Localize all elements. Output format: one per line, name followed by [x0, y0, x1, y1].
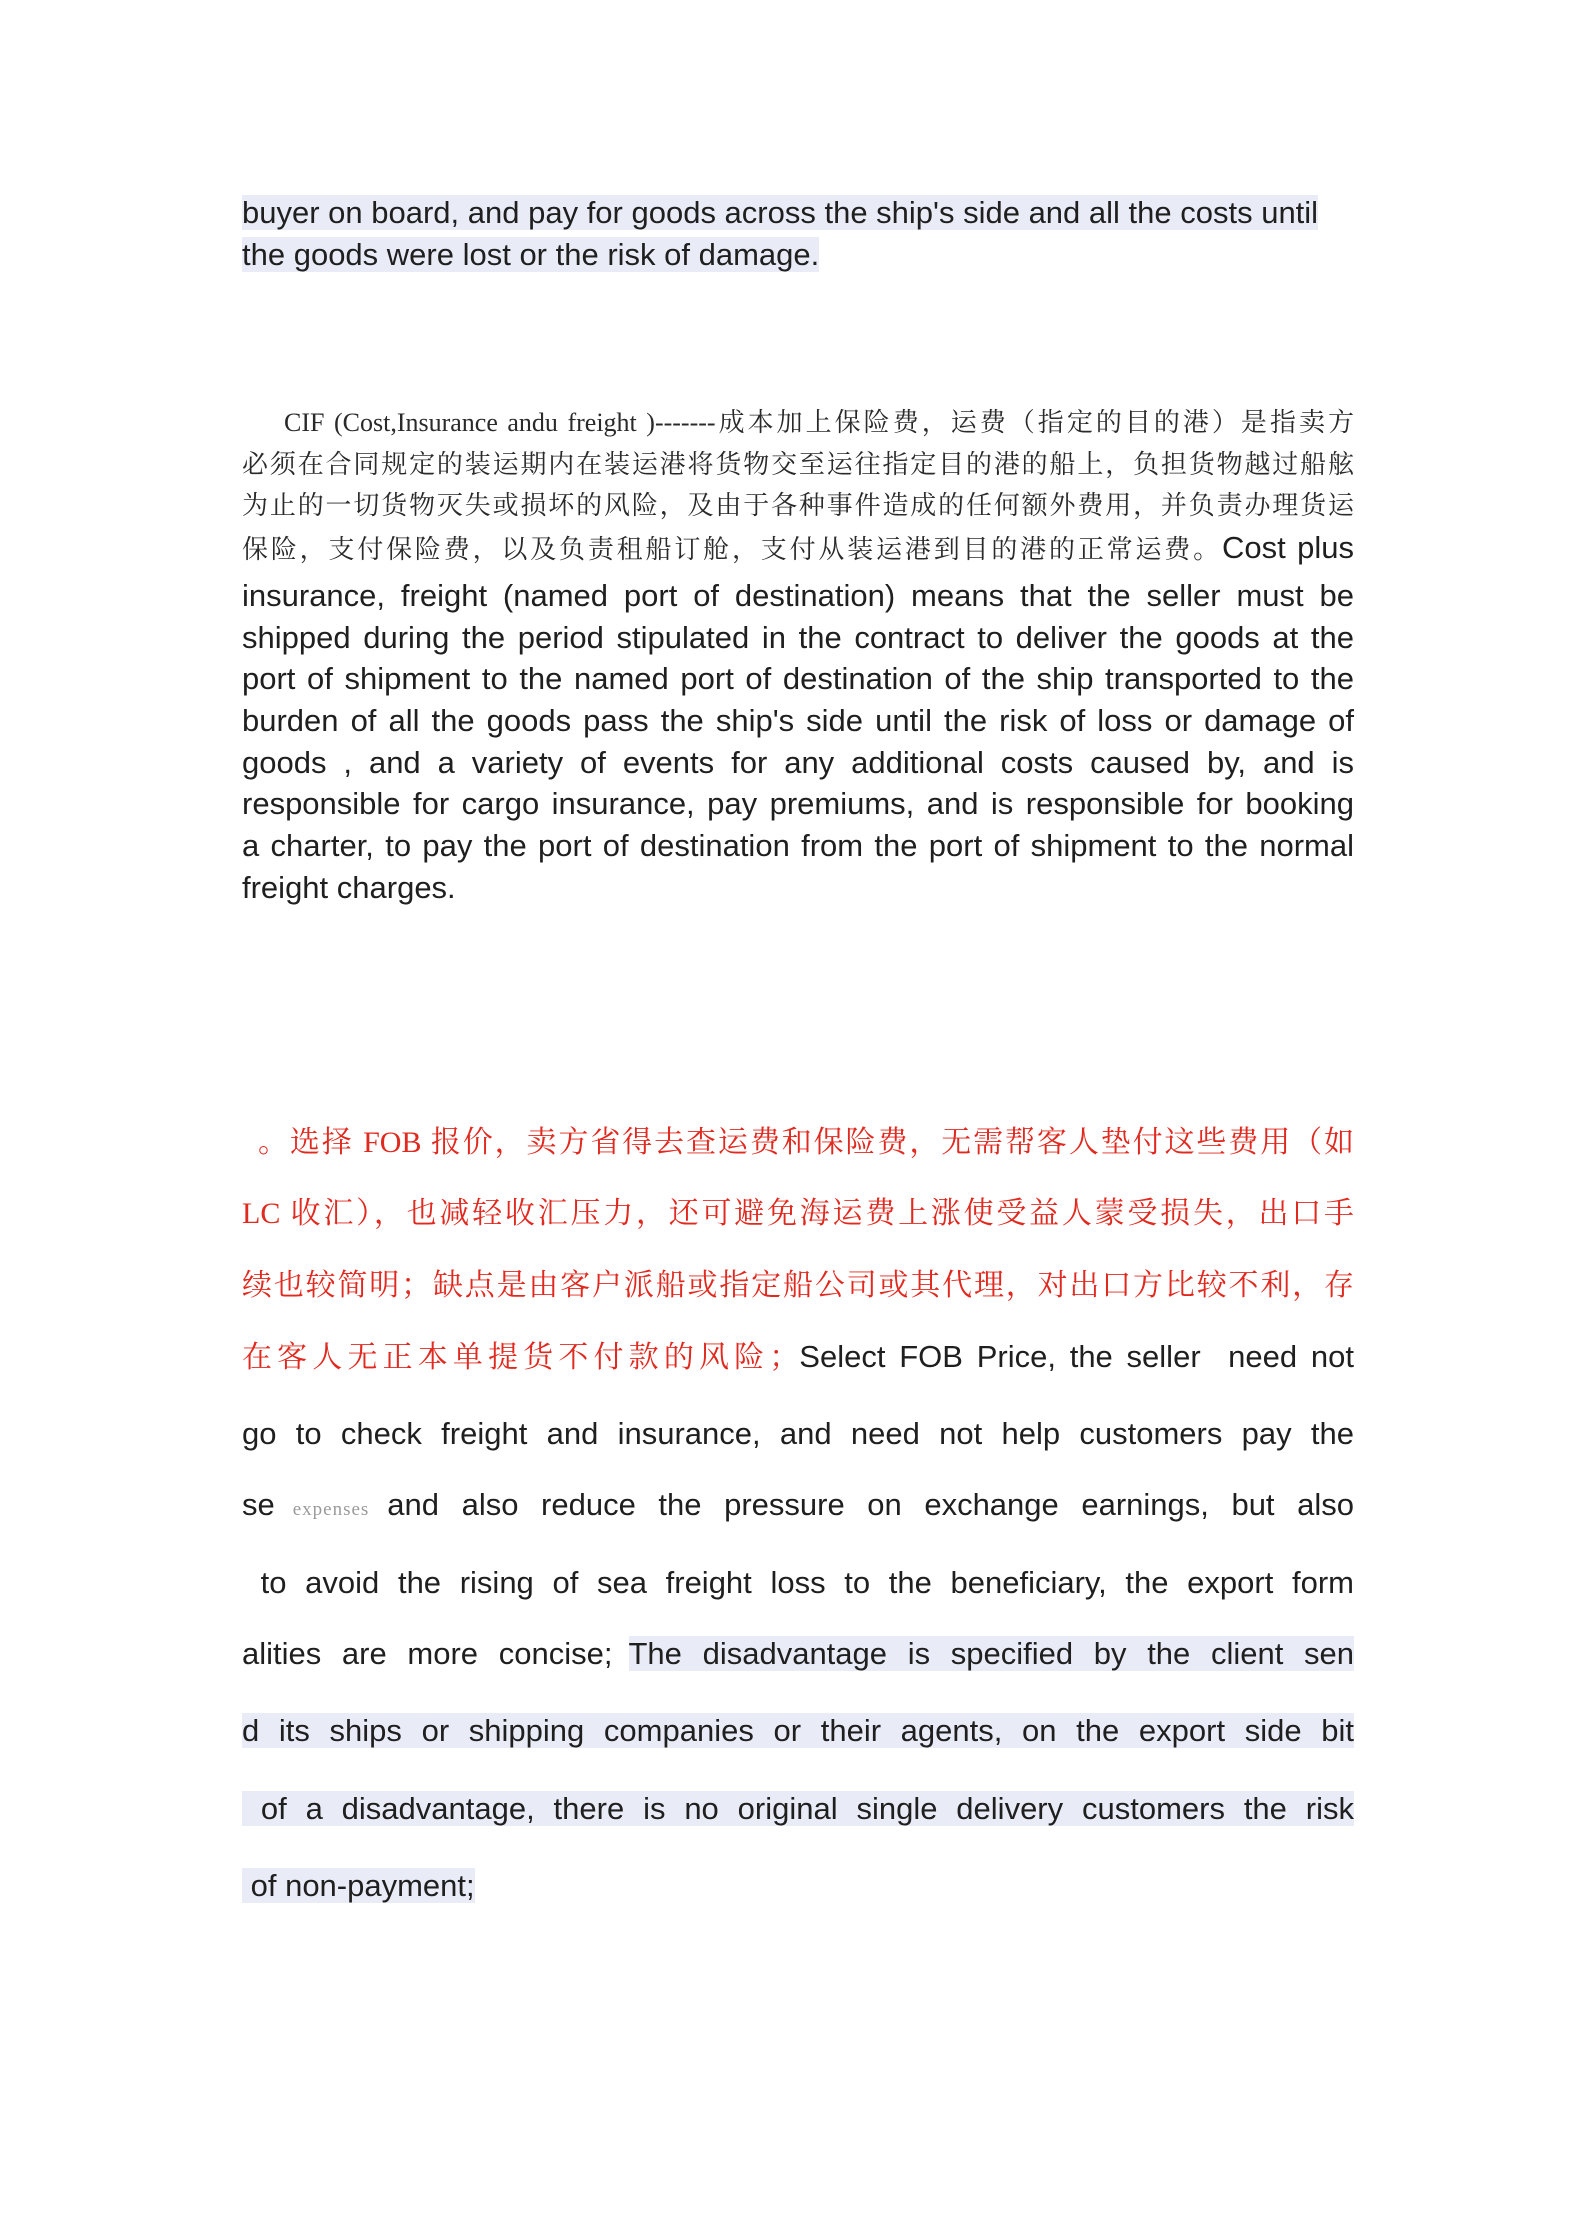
fob-line-11-text: of non-payment;	[242, 1867, 475, 1903]
fob-line-10	[242, 1773, 1354, 1850]
cif-en-line-7: a charter, to pay the port of destination from the port of shipment to the normal	[242, 828, 1354, 864]
fob-line-4	[242, 1321, 1354, 1398]
fob-line-3: 续也较简明；缺点是由客户派船或指定船公司或其代理，对出口方比较不利，存	[242, 1268, 1354, 1302]
cif-line-4	[242, 527, 1354, 575]
fob-line-9-text: d its ships or shipping companies or their agents, on the export side bit	[242, 1713, 1354, 1749]
cif-line-3: 为止的一切货物灭失或损坏的风险，及由于各种事件造成的任何额外费用，并负责办理货运	[242, 491, 1354, 521]
fob-line-4-zh: 在客人无正本单提货不付款的风险；	[242, 1340, 800, 1374]
fob-line-9	[242, 1695, 1354, 1772]
cif-line-1: CIF (Cost,Insurance andu freight )-------成本加上保险费，运费（指定的目的港）是指卖方	[284, 408, 1354, 437]
fob-line-2: LC 收汇），也减轻收汇压力，还可避免海运费上涨使受益人蒙受损失，出口手	[242, 1197, 1354, 1231]
fob-line-5: go to check freight and insurance, and need not help customers pay the	[242, 1416, 1354, 1452]
fob-line-4-en: Select FOB Price, the seller need not	[799, 1338, 1354, 1374]
fob-line-8-a: alities are more concise;	[242, 1636, 613, 1672]
fob-line-10-text: of a disadvantage, there is no original single delivery customers the risk	[242, 1790, 1354, 1826]
cif-en-line-2: shipped during the period stipulated in the contract to deliver the goods at the	[242, 619, 1354, 655]
fob-line-8-b: The disadvantage is specified by the client sen	[628, 1636, 1354, 1672]
cif-line-2: 必须在合同规定的装运期内在装运港将货物交至运往指定目的港的船上，负担货物越过船舷	[242, 449, 1354, 479]
cif-line-4-zh: 保险，支付保险费，以及负责租船订舱，支付从装运港到目的港的正常运费。	[242, 535, 1222, 565]
paragraph-cif	[242, 402, 1354, 908]
paragraph-fob	[242, 1107, 1354, 1927]
cif-en-line-6: responsible for cargo insurance, pay premiums, and is responsible for booking	[242, 786, 1354, 822]
fob-line-6-b: and also reduce the pressure on exchange earnings, but also	[387, 1487, 1354, 1523]
fob-line-6-small-word: expenses	[292, 1499, 370, 1521]
cif-en-line-3: port of shipment to the named port of destination of the ship transported to the	[242, 661, 1354, 697]
cif-en-line-1: insurance, freight (named port of destination) means that the seller must be	[242, 577, 1354, 613]
fob-line-8	[242, 1618, 1354, 1695]
fob-line-6-a: se	[242, 1487, 275, 1523]
fob-line-1: 。选择 FOB 报价，卖方省得去查运费和保险费，无需帮客人垫付这些费用（如	[258, 1126, 1354, 1159]
text-line-1: buyer on board, and pay for goods across the ship's side and all the costs until	[242, 195, 1319, 230]
cif-en-line-5: goods , and a variety of events for any additional costs caused by, and is	[242, 744, 1354, 780]
cif-en-line-4: burden of all the goods pass the ship's side until the risk of loss or damage of	[242, 702, 1354, 738]
fob-line-11	[242, 1850, 1354, 1927]
cif-line-4-en: Cost plus	[1221, 530, 1354, 566]
fob-line-6	[242, 1469, 1354, 1546]
text-line-2: the goods were lost or the risk of damage.	[242, 237, 820, 272]
fob-line-7: to avoid the rising of sea freight loss to the beneficiary, the export form	[242, 1564, 1354, 1600]
cif-en-line-8: freight charges.	[242, 869, 456, 905]
paragraph-continuation	[242, 192, 1354, 276]
